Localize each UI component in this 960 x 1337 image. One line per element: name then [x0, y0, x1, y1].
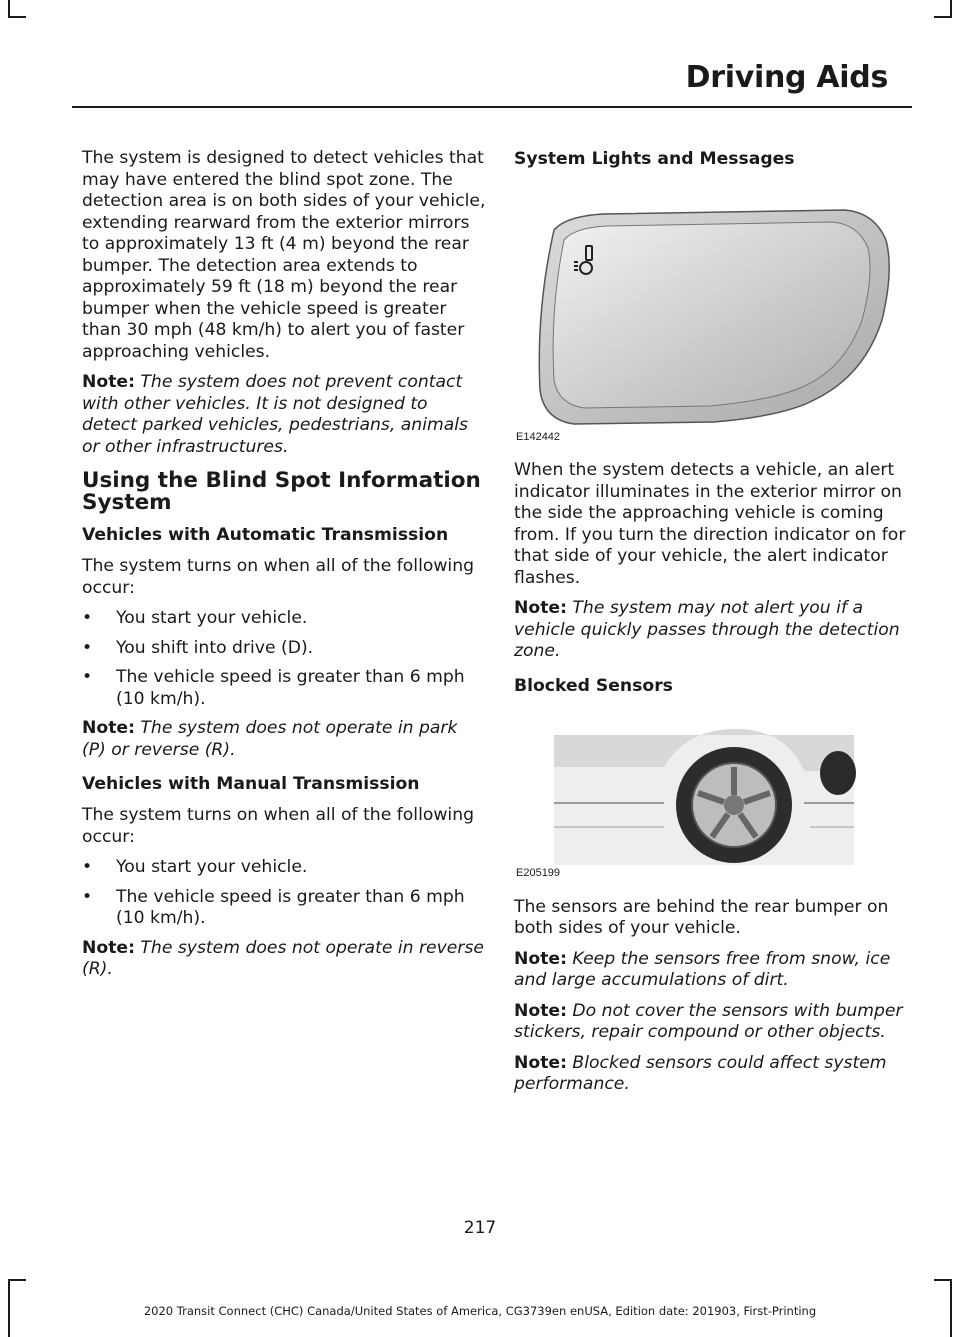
note: [82, 938, 486, 981]
note-text: Keep the sensors free from snow, ice and large accumulations of dirt.: [514, 948, 891, 990]
intro-paragraph: The system is designed to detect vehicles that may have entered the blind spot zone. The detection area is on both sides of your vehicle, extending rearward from the exterior mirrors to approximately 13 ft (4 m) beyond the rear bumper. The detection area extends to approximately 59 ft (18 m) beyond the rear bumper when the vehicle speed is greater than 30 mph (48 km/h) to alert you of faster approaching vehicles.: [82, 148, 486, 362]
mirror-illustration: [514, 180, 906, 446]
note: [514, 949, 908, 992]
crop-mark: [8, 16, 26, 18]
note-label: Note:: [82, 718, 135, 738]
bullet-icon: •: [82, 857, 93, 877]
note: [514, 598, 908, 663]
page-number: 217: [463, 1218, 497, 1238]
sensor-figure: [514, 707, 906, 883]
subheading-blocked-sensors: Blocked Sensors: [514, 675, 673, 696]
section-heading: Using the Blind Spot Information System: [82, 468, 481, 515]
list-item-text: You shift into drive (D).: [116, 637, 314, 658]
page-title: Driving Aids: [685, 60, 888, 95]
right-column: [514, 148, 908, 1105]
note-text: Blocked sensors could affect system performance.: [514, 1052, 887, 1094]
note: [514, 1053, 908, 1096]
note: [82, 372, 486, 458]
note-label: Note:: [82, 937, 135, 958]
bullet-icon: •: [82, 667, 93, 687]
paragraph: The sensors are behind the rear bumper on both sides of your vehicle.: [514, 896, 889, 938]
header-divider: [72, 106, 912, 108]
subheading-lights: System Lights and Messages: [514, 149, 795, 169]
list-item: [82, 667, 486, 710]
note-label: Note:: [514, 1052, 567, 1073]
paragraph: The system turns on when all of the following occur:: [82, 805, 475, 847]
list-item: [82, 608, 486, 630]
footer-edition-line: 2020 Transit Connect (CHC) Canada/United States of America, CG3739en enUSA, Edition date: 201903, First-Printing: [143, 1304, 817, 1318]
list-item-text: The vehicle speed is greater than 6 mph (10 km/h).: [116, 886, 465, 928]
bullet-list: [82, 608, 486, 710]
note-text: Do not cover the sensors with bumper stickers, repair compound or other objects.: [514, 1000, 903, 1042]
crop-mark: [934, 1279, 952, 1281]
note-text: The system does not operate in reverse (R).: [82, 937, 484, 979]
note: [514, 1001, 908, 1044]
figure-code: E142442: [516, 430, 561, 443]
crop-mark: [934, 16, 952, 18]
left-column: [82, 148, 486, 990]
note-text: The system does not operate in park (P) or reverse (R).: [82, 718, 458, 760]
paragraph: The system turns on when all of the following occur:: [82, 556, 475, 598]
list-item: [82, 887, 486, 930]
note-text: The system may not alert you if a vehicle quickly passes through the detection zone.: [514, 598, 900, 661]
bullet-icon: •: [82, 886, 93, 907]
list-item-text: You start your vehicle.: [116, 608, 308, 628]
bullet-icon: •: [82, 608, 93, 628]
crop-mark: [8, 1279, 26, 1281]
note-label: Note:: [514, 948, 567, 969]
mirror-figure: [514, 180, 906, 446]
note-label: Note:: [514, 598, 567, 618]
note: [82, 718, 486, 761]
note-label: Note:: [514, 1000, 567, 1021]
note-text: The system does not prevent contact with other vehicles. It is not designed to detect parked vehicles, pedestrians, animals or other infrastructures.: [82, 372, 468, 457]
list-item-text: The vehicle speed is greater than 6 mph (10 km/h).: [116, 667, 465, 709]
list-item: [82, 638, 486, 660]
bullet-list: [82, 857, 486, 930]
subheading-automatic: Vehicles with Automatic Transmission: [82, 525, 449, 545]
paragraph: When the system detects a vehicle, an alert indicator illuminates in the exterior mirror on the side the approaching vehicle is coming from. If you turn the direction indicator on for that side of your vehicle, the alert indicator flashes.: [514, 460, 906, 588]
rear-wheel-illustration: [514, 707, 906, 883]
list-item-text: You start your vehicle.: [116, 857, 308, 877]
bullet-icon: •: [82, 637, 93, 658]
list-item: [82, 857, 486, 879]
note-label: Note:: [82, 372, 135, 392]
figure-code: E205199: [516, 867, 561, 879]
subheading-manual: Vehicles with Manual Transmission: [82, 774, 420, 794]
